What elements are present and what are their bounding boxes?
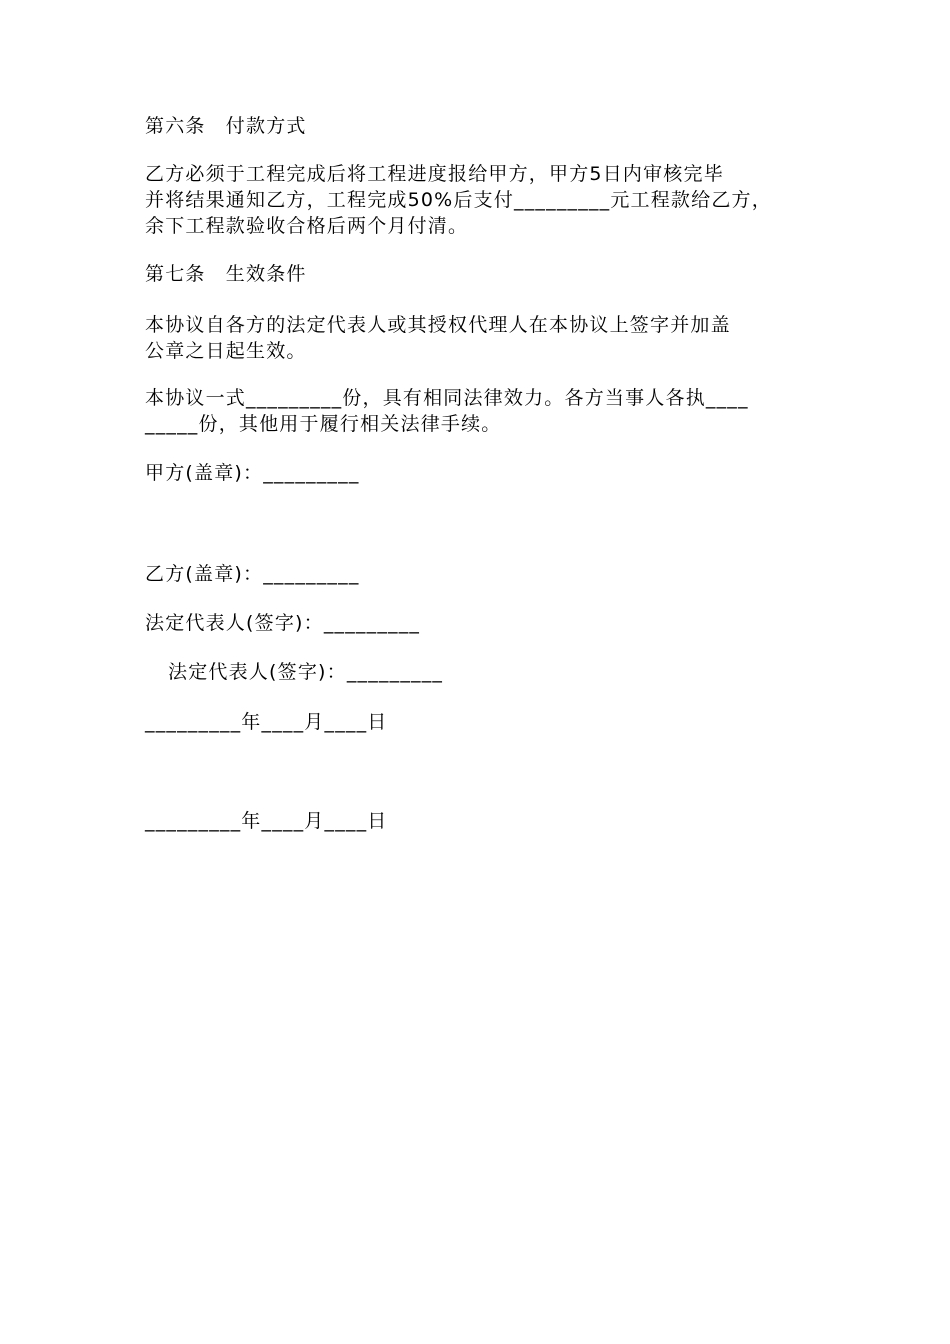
article-7-para-2-line-2: _____份，其他用于履行相关法律手续。 — [145, 413, 502, 435]
party-b-seal-line: 乙方(盖章)：_________ — [145, 563, 360, 585]
article-6-heading: 第六条 付款方式 — [145, 115, 307, 137]
article-6-body-line-1: 乙方必须于工程完成后将工程进度报给甲方，甲方5日内审核完毕 — [145, 163, 724, 185]
article-7-para-2-line-1: 本协议一式_________份，具有相同法律效力。各方当事人各执____ — [145, 387, 749, 409]
article-6-body-line-2: 并将结果通知乙方，工程完成50%后支付_________元工程款给乙方， — [145, 189, 772, 211]
article-7-para-1-line-2: 公章之日起生效。 — [145, 340, 307, 362]
legal-rep-signature-line-1: 法定代表人(签字)：_________ — [145, 612, 421, 634]
article-7-heading: 第七条 生效条件 — [145, 263, 307, 285]
article-6-body-line-3: 余下工程款验收合格后两个月付清。 — [145, 215, 469, 237]
article-7-para-1-line-1: 本协议自各方的法定代表人或其授权代理人在本协议上签字并加盖 — [145, 314, 731, 336]
date-line-2: _________年____月____日 — [145, 810, 388, 832]
party-a-seal-line: 甲方(盖章)：_________ — [145, 462, 360, 484]
legal-rep-signature-line-2: 法定代表人(签字)：_________ — [168, 661, 444, 683]
date-line-1: _________年____月____日 — [145, 711, 388, 733]
